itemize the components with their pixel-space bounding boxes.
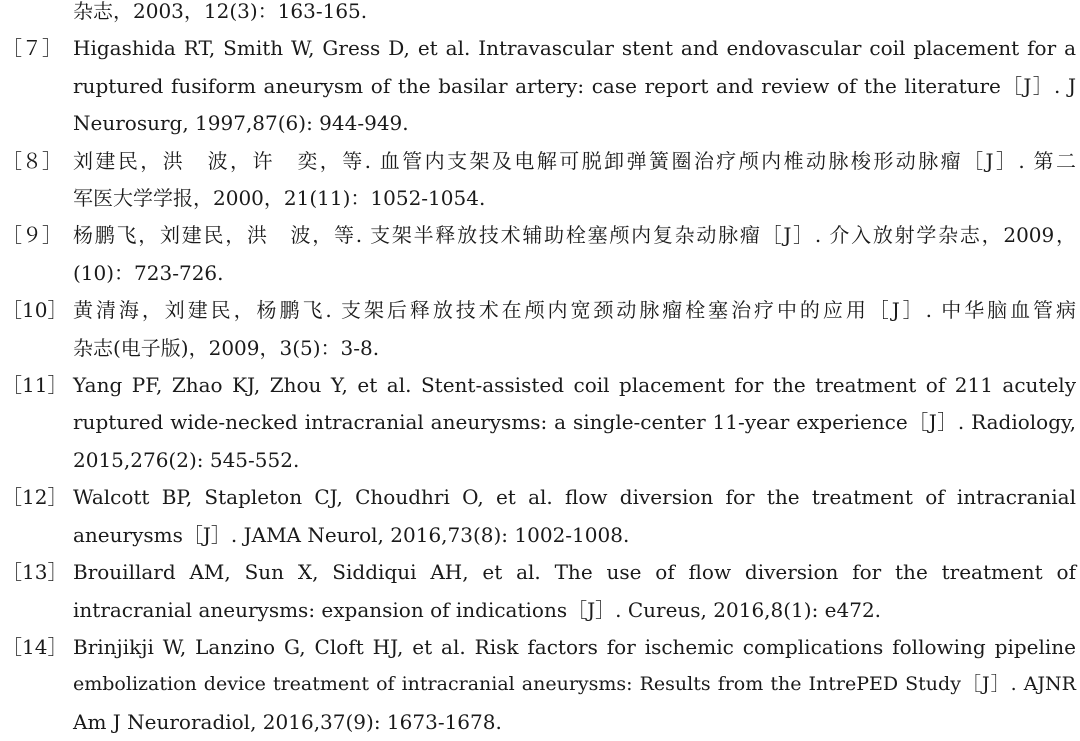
- reference-line: Brinjikji W, Lanzino G, Cloft HJ, et al. Risk factors for ischemic complications following pipeline: [73, 634, 1076, 659]
- reference-line: 黄清海，刘建民，杨鹏飞. 支架后释放技术在颅内宽颈动脉瘤栓塞治疗中的应用［J］. 中华脑血管病: [73, 298, 1076, 323]
- reference-item: [0, 554, 1080, 629]
- reference-number: ［14］: [2, 634, 68, 659]
- reference-line: Brouillard AM, Sun X, Siddiqui AH, et al. The use of flow diversion for the treatment of: [73, 560, 1076, 585]
- reference-number: ［７］: [2, 36, 62, 61]
- reference-line: intracranial aneurysms: expansion of indications［J］. Cureus, 2016,8(1): e472.: [73, 597, 882, 622]
- reference-item: [0, 292, 1080, 367]
- reference-line: 军医大学学报，2000，21(11)：1052-1054.: [73, 186, 486, 211]
- reference-item: [0, 629, 1080, 741]
- reference-line: Neurosurg, 1997,87(6): 944-949.: [73, 111, 409, 136]
- reference-number: ［12］: [2, 485, 68, 510]
- reference-number: ［９］: [2, 223, 62, 248]
- reference-line: ruptured wide-necked intracranial aneurysms: a single-center 11-year experience［J］. Radiology,: [73, 410, 1076, 435]
- reference-line: (10)：723-726.: [73, 260, 224, 285]
- reference-number: ［13］: [2, 560, 68, 585]
- reference-item: [0, 30, 1080, 142]
- reference-item: [0, 0, 1080, 30]
- reference-item: [0, 217, 1080, 292]
- reference-item: [0, 367, 1080, 479]
- reference-line: Yang PF, Zhao KJ, Zhou Y, et al. Stent-assisted coil placement for the treatment of 211 acutely: [73, 373, 1076, 398]
- reference-number: ［10］: [2, 298, 68, 323]
- reference-line: aneurysms［J］. JAMA Neurol, 2016,73(8): 1002-1008.: [73, 522, 630, 547]
- reference-line: Am J Neuroradiol, 2016,37(9): 1673-1678.: [73, 709, 502, 734]
- reference-line: 刘建民，洪 波，许 奕，等. 血管内支架及电解可脱卸弹簧圈治疗颅内椎动脉梭形动脉瘤［J］. 第二: [73, 148, 1076, 173]
- reference-line: Walcott BP, Stapleton CJ, Choudhri O, et al. flow diversion for the treatment of intracranial: [73, 485, 1076, 510]
- reference-number: ［８］: [2, 148, 62, 173]
- reference-line: 2015,276(2): 545-552.: [73, 447, 300, 472]
- reference-line: ruptured fusiform aneurysm of the basilar artery: case report and review of the literature［J］. J: [73, 73, 1076, 98]
- reference-line: 杂志(电子版)，2009，3(5)：3-8.: [73, 335, 380, 360]
- reference-item: [0, 479, 1080, 554]
- reference-line: Higashida RT, Smith W, Gress D, et al. Intravascular stent and endovascular coil placement for a: [73, 36, 1076, 61]
- reference-number: ［11］: [2, 373, 68, 398]
- reference-item: [0, 143, 1080, 218]
- reference-line: 杨鹏飞，刘建民，洪 波，等. 支架半释放技术辅助栓塞颅内复杂动脉瘤［J］. 介入放射学杂志，2009，: [73, 223, 1076, 248]
- reference-line: embolization device treatment of intracranial aneurysms: Results from the IntrePED Study［J］. AJNR: [73, 673, 1076, 696]
- reference-line: 杂志，2003，12(3)：163-165.: [73, 0, 368, 23]
